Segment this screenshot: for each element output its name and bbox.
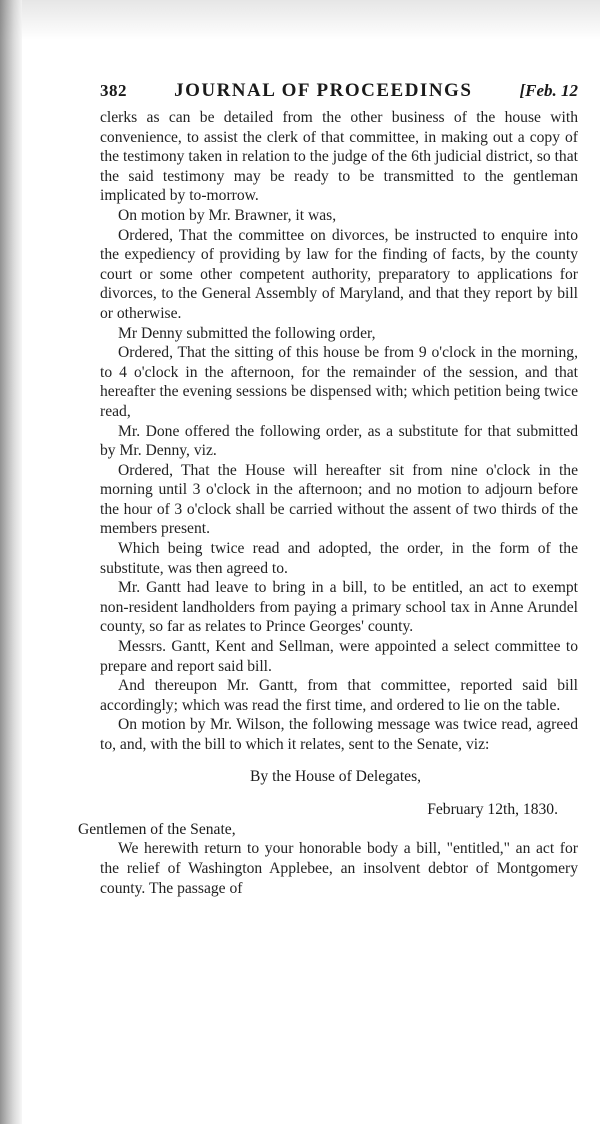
journal-page: [78, 80, 578, 898]
message-date: February 12th, 1830.: [427, 801, 558, 819]
paragraph-adopted: Which being twice read and adopted, the order, in the form of the substitute, was then agreed to.: [100, 540, 578, 577]
journal-body: [78, 108, 578, 898]
message-salutation: Gentlemen of the Senate,: [78, 820, 236, 838]
paragraph-order-hours: Ordered, That the House will hereafter sit from nine o'clock in the morning until 3 o'clock in the afternoon; and no motion to adjourn before the hour of 3 o'clock shall be carried without the assent of two thirds of the members present.: [100, 461, 578, 538]
paragraph-denny-order: Mr Denny submitted the following order,: [118, 324, 376, 342]
paragraph-continuation: clerks as can be detailed from the other business of the house with convenience, to assist the clerk of that committee, in making out a copy of the testimony taken in relation to the judge of the 6th judicial district, so that the said testimony may be ready to be transmitted to the gentleman implicated by to-morrow.: [100, 109, 578, 205]
message-from: By the House of Delegates,: [250, 767, 422, 785]
scan-top-shadow: [0, 0, 600, 40]
paragraph-gantt-bill: Mr. Gantt had leave to bring in a bill, to be entitled, an act to exempt non-resident landholders from paying a primary school tax in Anne Arundel county, so far as relates to Prince Georges' county.: [100, 579, 578, 636]
page-header: [100, 80, 578, 102]
paragraph-done-substitute: Mr. Done offered the following order, as a substitute for that submitted by Mr. Denny, viz.: [100, 422, 578, 460]
paragraph-order-sitting: Ordered, That the sitting of this house be from 9 o'clock in the morning, to 4 o'clock in the afternoon, for the remainder of the session, and that hereafter the evening sessions be dispensed with; which petition being twice read,: [100, 344, 578, 420]
message-text: We herewith return to your honorable body a bill, "entitled," an act for the relief of Washington Applebee, an insolvent debtor of Montgomery county. The passage of: [100, 840, 578, 897]
paragraph-wilson-motion: On motion by Mr. Wilson, the following message was twice read, agreed to, and, with the bill to which it relates, sent to the Senate, viz:: [100, 716, 578, 753]
running-head: JOURNAL OF PROCEEDINGS: [174, 80, 473, 101]
paragraph-reported: And thereupon Mr. Gantt, from that committee, reported said bill accordingly; which was read the first time, and ordered to lie on the table.: [100, 677, 578, 714]
paragraph-motion-brawner: On motion by Mr. Brawner, it was,: [118, 206, 337, 224]
header-date: [Feb. 12: [519, 81, 578, 100]
page-number: 382: [100, 81, 127, 100]
paragraph-select-committee: Messrs. Gantt, Kent and Sellman, were appointed a select committee to prepare and report said bill.: [100, 638, 578, 675]
paragraph-order-divorces: Ordered, That the committee on divorces, be instructed to enquire into the expediency of providing by law for the finding of facts, by the county court or some other competent authority, preparatory to applications for divorces, to the General Assembly of Maryland, and that they report by bill or otherwise.: [100, 226, 578, 322]
scan-binding-edge: [0, 0, 22, 1124]
